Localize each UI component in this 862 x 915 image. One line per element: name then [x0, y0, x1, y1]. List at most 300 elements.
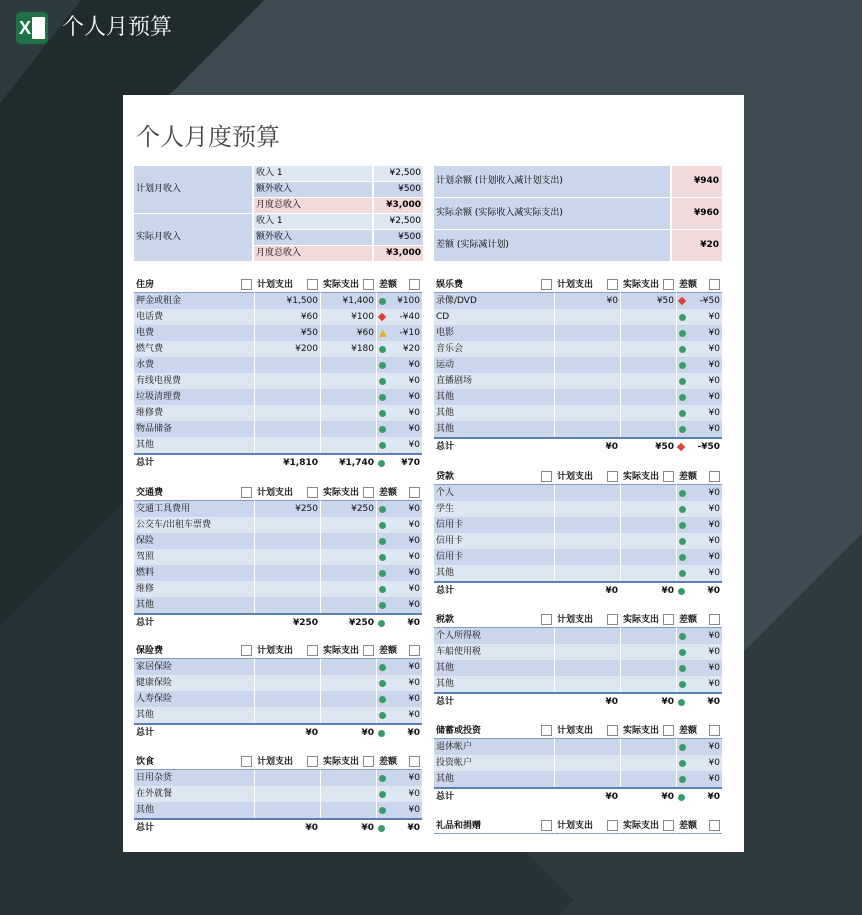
planned-cell[interactable] [554, 644, 620, 660]
planned-cell[interactable] [254, 597, 320, 613]
filter-dropdown-icon[interactable] [541, 614, 552, 625]
filter-dropdown-icon[interactable] [241, 487, 252, 498]
filter-dropdown-icon[interactable] [363, 645, 374, 656]
diff-value: ¥0 [408, 600, 420, 610]
total-actual: ¥0 [661, 697, 674, 707]
diff-value: ¥0 [708, 679, 720, 689]
diff-value: ¥0 [408, 392, 420, 402]
table-row [434, 676, 722, 692]
category-header [134, 754, 254, 770]
actual-cell[interactable] [620, 676, 676, 692]
planned-header [554, 277, 620, 293]
balance-label: 计划余额 (计划收入减计划支出) [434, 166, 670, 197]
app-header [0, 0, 862, 58]
planned-cell[interactable] [554, 739, 620, 755]
status-green-icon [679, 522, 686, 529]
row-label: 投资帐户 [436, 758, 473, 768]
actual-cell[interactable] [620, 771, 676, 787]
status-green-icon [379, 554, 386, 561]
table-gifts [434, 818, 722, 834]
filter-dropdown-icon[interactable] [409, 756, 420, 767]
diff-cell [376, 675, 422, 691]
header-text: 实际支出 [623, 820, 660, 831]
diff-value: ¥0 [708, 504, 720, 514]
diff-value: ¥0 [408, 520, 420, 530]
diff-header [676, 469, 722, 485]
status-green-icon [379, 570, 386, 577]
status-green-icon [679, 378, 686, 385]
planned-cell[interactable] [554, 676, 620, 692]
planned-cell[interactable] [254, 802, 320, 818]
header-text: 差额 [679, 471, 698, 482]
diff-cell [376, 373, 422, 389]
row-label: 物品储备 [136, 424, 173, 434]
table-header [434, 277, 722, 293]
actual-cell[interactable] [620, 501, 676, 517]
diff-value: ¥0 [708, 488, 720, 498]
filter-dropdown-icon[interactable] [663, 279, 674, 290]
header-text: 实际支出 [623, 471, 660, 482]
filter-dropdown-icon[interactable] [307, 279, 318, 290]
row-label: 信用卡 [436, 536, 464, 546]
actual-cell[interactable] [320, 437, 376, 453]
table-row [134, 309, 422, 325]
row-label: 交通工具费用 [136, 504, 191, 514]
income-item-value[interactable]: ¥500 [374, 230, 423, 245]
diff-cell [676, 644, 722, 660]
table-row [434, 421, 722, 437]
diff-value: ¥0 [708, 520, 720, 530]
income-item-value[interactable]: ¥2,500 [374, 214, 423, 229]
actual-cell[interactable] [320, 659, 376, 675]
row-label: 其他 [436, 679, 455, 689]
row-label: 在外就餐 [136, 789, 173, 799]
table-row [434, 565, 722, 581]
planned-cell[interactable] [554, 771, 620, 787]
filter-dropdown-icon[interactable] [663, 471, 674, 482]
actual-cell[interactable] [320, 533, 376, 549]
total-row [434, 581, 722, 599]
actual-cell[interactable] [620, 421, 676, 437]
filter-dropdown-icon[interactable] [241, 756, 252, 767]
filter-dropdown-icon[interactable] [409, 645, 420, 656]
table-row [434, 628, 722, 644]
table-row [134, 581, 422, 597]
status-green-icon [379, 410, 386, 417]
total-row [134, 453, 422, 471]
planned-cell[interactable] [554, 405, 620, 421]
planned-cell[interactable] [254, 405, 320, 421]
income-block [134, 166, 423, 262]
planned-cell[interactable] [554, 517, 620, 533]
status-green-icon [678, 699, 685, 706]
diff-cell [676, 341, 722, 357]
actual-cell[interactable] [320, 517, 376, 533]
diff-value: ¥0 [708, 663, 720, 673]
status-green-icon [679, 490, 686, 497]
actual-cell[interactable] [320, 373, 376, 389]
table-row [434, 755, 722, 771]
balance-value: ¥940 [672, 166, 722, 197]
table-row [134, 357, 422, 373]
diff-cell [676, 421, 722, 437]
diff-cell [376, 581, 422, 597]
status-green-icon [678, 588, 685, 595]
row-label: 保险 [136, 536, 155, 546]
status-green-icon [679, 538, 686, 545]
planned-cell[interactable] [554, 485, 620, 501]
diff-value: ¥0 [408, 440, 420, 450]
actual-header [320, 277, 376, 293]
actual-cell[interactable] [320, 421, 376, 437]
actual-cell[interactable]: ¥1,400 [320, 293, 376, 309]
filter-dropdown-icon[interactable] [307, 645, 318, 656]
header-text: 实际支出 [323, 487, 360, 498]
balance-block [434, 166, 722, 262]
table-header [134, 643, 422, 659]
filter-dropdown-icon[interactable] [241, 645, 252, 656]
row-label: 维修 [136, 584, 155, 594]
actual-cell[interactable] [620, 533, 676, 549]
income-item-value[interactable]: ¥3,000 [374, 246, 423, 261]
row-label: 其他 [136, 805, 155, 815]
actual-cell[interactable] [320, 581, 376, 597]
planned-cell[interactable] [554, 755, 620, 771]
filter-dropdown-icon[interactable] [709, 820, 720, 831]
status-green-icon [379, 362, 386, 369]
actual-header [320, 485, 376, 501]
status-green-icon [679, 760, 686, 767]
income-item-value[interactable]: ¥500 [374, 182, 423, 197]
actual-cell[interactable] [620, 373, 676, 389]
diff-value: ¥0 [707, 697, 720, 707]
diff-cell [376, 501, 422, 517]
income-item-value[interactable]: ¥3,000 [374, 198, 423, 213]
status-green-icon [679, 410, 686, 417]
status-red-icon [378, 313, 386, 321]
status-green-icon [679, 776, 686, 783]
filter-dropdown-icon[interactable] [709, 471, 720, 482]
income-item-label: 月度总收入 [254, 198, 372, 213]
row-label: 其他 [436, 408, 455, 418]
row-label: 押金或租金 [136, 296, 182, 306]
filter-dropdown-icon[interactable] [241, 279, 252, 290]
planned-cell[interactable]: ¥60 [254, 309, 320, 325]
planned-cell[interactable] [254, 786, 320, 802]
filter-dropdown-icon[interactable] [607, 471, 618, 482]
diff-value: ¥0 [408, 552, 420, 562]
planned-cell[interactable] [254, 659, 320, 675]
planned-cell[interactable] [554, 389, 620, 405]
actual-cell[interactable] [620, 739, 676, 755]
actual-cell[interactable] [620, 485, 676, 501]
planned-cell[interactable] [254, 517, 320, 533]
planned-cell[interactable] [254, 549, 320, 565]
planned-cell[interactable] [554, 565, 620, 581]
planned-cell[interactable] [254, 389, 320, 405]
diff-cell [376, 309, 422, 325]
diff-value: ¥0 [408, 408, 420, 418]
table-header [434, 469, 722, 485]
diff-value: -¥50 [697, 442, 720, 452]
planned-cell[interactable] [554, 341, 620, 357]
diff-cell [676, 739, 722, 755]
total-row [434, 437, 722, 455]
category-header [434, 469, 554, 485]
category-header [434, 277, 554, 293]
actual-header [620, 469, 676, 485]
actual-cell[interactable] [620, 405, 676, 421]
filter-dropdown-icon[interactable] [541, 820, 552, 831]
planned-cell[interactable] [554, 549, 620, 565]
actual-cell[interactable] [620, 644, 676, 660]
diff-cell [376, 707, 422, 723]
planned-cell[interactable]: ¥200 [254, 341, 320, 357]
planned-cell[interactable] [254, 421, 320, 437]
filter-dropdown-icon[interactable] [363, 756, 374, 767]
filter-dropdown-icon[interactable] [663, 820, 674, 831]
diff-cell [376, 786, 422, 802]
status-green-icon [678, 794, 685, 801]
table-row [434, 549, 722, 565]
planned-cell[interactable] [554, 357, 620, 373]
diff-cell [676, 357, 722, 373]
row-label: 电话费 [136, 312, 164, 322]
diff-value: ¥0 [708, 631, 720, 641]
actual-cell[interactable] [620, 517, 676, 533]
actual-cell[interactable] [320, 770, 376, 786]
filter-dropdown-icon[interactable] [663, 614, 674, 625]
diff-header [676, 818, 722, 834]
planned-cell[interactable] [554, 533, 620, 549]
income-item-label: 收入 1 [254, 214, 372, 229]
filter-dropdown-icon[interactable] [409, 279, 420, 290]
row-label: 电费 [136, 328, 155, 338]
planned-cell[interactable] [254, 707, 320, 723]
filter-dropdown-icon[interactable] [663, 725, 674, 736]
table-transport [134, 485, 422, 629]
status-green-icon [379, 696, 386, 703]
actual-cell[interactable] [620, 660, 676, 676]
diff-header [376, 485, 422, 501]
actual-cell[interactable] [620, 341, 676, 357]
actual-cell[interactable] [320, 405, 376, 421]
actual-cell[interactable] [620, 309, 676, 325]
diff-value: ¥0 [408, 678, 420, 688]
diff-cell [676, 676, 722, 692]
total-diff [376, 820, 422, 836]
actual-cell[interactable] [320, 565, 376, 581]
status-green-icon [379, 506, 386, 513]
header-text: 计划支出 [257, 756, 294, 767]
income-item-label: 收入 1 [254, 166, 372, 181]
diff-cell [376, 341, 422, 357]
actual-cell[interactable] [620, 628, 676, 644]
diff-value: ¥0 [708, 376, 720, 386]
table-loans [434, 469, 722, 597]
diff-cell [376, 802, 422, 818]
filter-dropdown-icon[interactable] [307, 487, 318, 498]
page-title: 个人月度预算 [136, 123, 280, 151]
planned-cell[interactable] [554, 501, 620, 517]
filter-dropdown-icon[interactable] [541, 725, 552, 736]
filter-dropdown-icon[interactable] [607, 279, 618, 290]
filter-dropdown-icon[interactable] [607, 614, 618, 625]
row-label: 个人所得税 [436, 631, 482, 641]
total-label: 总计 [136, 823, 155, 833]
planned-cell[interactable] [554, 660, 620, 676]
filter-dropdown-icon[interactable] [607, 725, 618, 736]
status-green-icon [378, 460, 385, 467]
row-label: 其他 [436, 568, 455, 578]
actual-cell[interactable]: ¥60 [320, 325, 376, 341]
actual-cell[interactable] [320, 675, 376, 691]
header-text: 实际支出 [623, 725, 660, 736]
row-label: 其他 [136, 440, 155, 450]
diff-cell [376, 325, 422, 341]
table-row [134, 437, 422, 453]
total-label: 总计 [136, 618, 155, 628]
category-header [134, 485, 254, 501]
filter-dropdown-icon[interactable] [541, 471, 552, 482]
planned-cell[interactable] [254, 533, 320, 549]
diff-cell [676, 755, 722, 771]
total-actual: ¥0 [661, 586, 674, 596]
actual-cell[interactable] [620, 565, 676, 581]
planned-cell[interactable] [254, 691, 320, 707]
planned-cell[interactable] [254, 770, 320, 786]
diff-value: ¥0 [408, 424, 420, 434]
actual-cell[interactable] [320, 802, 376, 818]
actual-cell[interactable]: ¥100 [320, 309, 376, 325]
planned-cell[interactable] [254, 373, 320, 389]
diff-value: ¥0 [708, 774, 720, 784]
filter-dropdown-icon[interactable] [363, 279, 374, 290]
header-text: 实际支出 [323, 756, 360, 767]
row-label: 维修费 [136, 408, 164, 418]
balance-label: 差额 (实际减计划) [434, 230, 670, 261]
planned-cell[interactable]: ¥1,500 [254, 293, 320, 309]
planned-cell[interactable] [554, 628, 620, 644]
header-text: 差额 [679, 820, 698, 831]
filter-dropdown-icon[interactable] [409, 487, 420, 498]
row-label: 其他 [136, 710, 155, 720]
income-item-value[interactable]: ¥2,500 [374, 166, 423, 181]
actual-cell[interactable]: ¥250 [320, 501, 376, 517]
planned-cell[interactable] [254, 437, 320, 453]
planned-cell[interactable] [254, 675, 320, 691]
diff-cell [376, 549, 422, 565]
filter-dropdown-icon[interactable] [709, 725, 720, 736]
planned-cell[interactable] [554, 309, 620, 325]
status-green-icon [679, 330, 686, 337]
table-header [434, 612, 722, 628]
actual-cell[interactable] [320, 707, 376, 723]
diff-cell [676, 660, 722, 676]
actual-cell[interactable] [320, 786, 376, 802]
table-header [134, 485, 422, 501]
diff-cell [676, 293, 722, 309]
balance-label: 实际余额 (实际收入减实际支出) [434, 198, 670, 229]
status-green-icon [378, 825, 385, 832]
filter-dropdown-icon[interactable] [607, 820, 618, 831]
planned-cell[interactable]: ¥0 [554, 293, 620, 309]
filter-dropdown-icon[interactable] [541, 279, 552, 290]
header-text: 实际支出 [323, 645, 360, 656]
total-actual: ¥250 [348, 618, 374, 628]
status-green-icon [379, 680, 386, 687]
actual-cell[interactable] [320, 357, 376, 373]
table-row [434, 405, 722, 421]
diff-cell [676, 389, 722, 405]
actual-cell[interactable]: ¥50 [620, 293, 676, 309]
planned-cell[interactable] [254, 357, 320, 373]
planned-cell[interactable] [254, 581, 320, 597]
header-text: 实际支出 [623, 614, 660, 625]
actual-cell[interactable] [320, 597, 376, 613]
table-entertainment [434, 277, 722, 453]
diff-cell [376, 293, 422, 309]
diff-value: ¥0 [708, 536, 720, 546]
actual-cell[interactable] [620, 357, 676, 373]
actual-cell[interactable] [620, 549, 676, 565]
status-green-icon [679, 649, 686, 656]
actual-cell[interactable] [620, 389, 676, 405]
planned-cell[interactable]: ¥250 [254, 501, 320, 517]
planned-cell[interactable] [554, 373, 620, 389]
planned-cell[interactable]: ¥50 [254, 325, 320, 341]
table-row [134, 565, 422, 581]
diff-header [376, 643, 422, 659]
table-food [134, 754, 422, 834]
header-text: 贷款 [436, 471, 455, 482]
filter-dropdown-icon[interactable] [307, 756, 318, 767]
table-row [134, 517, 422, 533]
total-label: 总计 [436, 792, 455, 802]
filter-dropdown-icon[interactable] [709, 279, 720, 290]
planned-cell[interactable] [554, 421, 620, 437]
status-green-icon [679, 394, 686, 401]
total-planned: ¥0 [605, 697, 618, 707]
total-planned: ¥0 [605, 792, 618, 802]
diff-value: ¥0 [408, 360, 420, 370]
diff-value: ¥100 [397, 296, 420, 306]
table-row [434, 771, 722, 787]
actual-header [620, 723, 676, 739]
table-row [434, 341, 722, 357]
actual-cell[interactable]: ¥180 [320, 341, 376, 357]
table-row [434, 389, 722, 405]
row-label: 学生 [436, 504, 455, 514]
planned-cell[interactable] [254, 565, 320, 581]
filter-dropdown-icon[interactable] [363, 487, 374, 498]
actual-cell[interactable] [620, 325, 676, 341]
total-diff [676, 583, 722, 599]
total-actual: ¥0 [661, 792, 674, 802]
table-header [134, 277, 422, 293]
planned-cell[interactable] [554, 325, 620, 341]
actual-cell[interactable] [320, 691, 376, 707]
actual-cell[interactable] [320, 389, 376, 405]
filter-dropdown-icon[interactable] [709, 614, 720, 625]
category-header [134, 643, 254, 659]
actual-cell[interactable] [320, 549, 376, 565]
status-green-icon [379, 298, 386, 305]
total-row [134, 818, 422, 836]
actual-cell[interactable] [620, 755, 676, 771]
total-diff [676, 439, 722, 455]
status-green-icon [679, 506, 686, 513]
